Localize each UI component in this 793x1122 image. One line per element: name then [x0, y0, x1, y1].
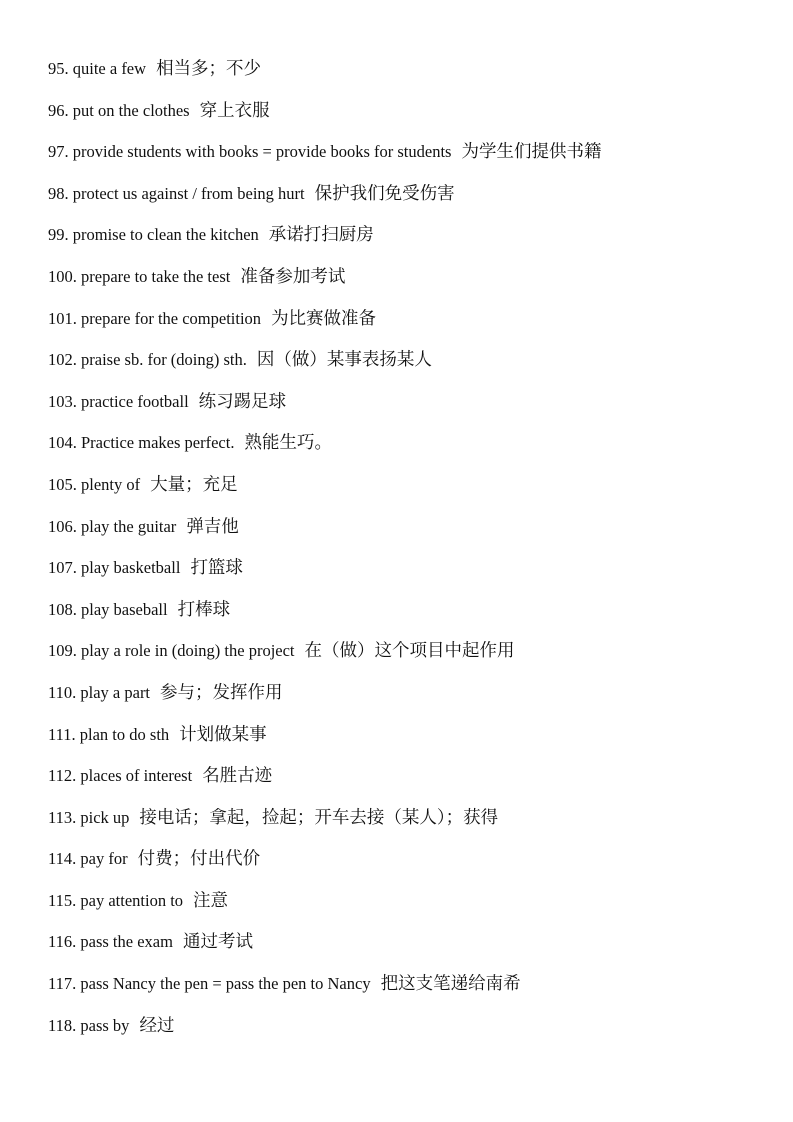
chinese-translation: 大量；充足: [150, 474, 238, 495]
phrase-list: [48, 55, 601, 1053]
english-phrase: 117. pass Nancy the pen = pass the pen to Nancy: [48, 974, 371, 994]
english-phrase: 96. put on the clothes: [48, 100, 190, 120]
english-phrase: 107. play basketball: [48, 558, 181, 578]
list-item: [48, 762, 601, 804]
chinese-translation: 计划做某事: [179, 724, 267, 745]
chinese-translation: 准备参加考试: [240, 266, 346, 287]
english-phrase: 104. Practice makes perfect.: [48, 433, 235, 453]
chinese-translation: 练习踢足球: [198, 391, 287, 412]
chinese-translation: 注意: [193, 890, 229, 911]
english-phrase: 112. places of interest: [48, 766, 193, 786]
english-phrase: 95. quite a few: [48, 59, 147, 78]
list-item: [48, 596, 601, 638]
chinese-translation: 保护我们免受伤害: [314, 183, 455, 204]
list-item: [48, 928, 601, 970]
list-item: [48, 429, 601, 471]
list-item: [48, 346, 601, 388]
list-item: [48, 263, 601, 305]
list-item: [48, 845, 601, 887]
list-item: [48, 221, 601, 263]
english-phrase: 108. play baseball: [48, 599, 168, 619]
list-item: [48, 554, 601, 596]
chinese-translation: 因（做）某事表扬某人: [256, 350, 432, 371]
chinese-translation: 承诺打扫厨房: [268, 225, 374, 246]
chinese-translation: 打篮球: [190, 558, 243, 579]
english-phrase: 103. practice football: [48, 391, 189, 411]
english-phrase: 118. pass by: [48, 1015, 130, 1035]
english-phrase: 114. pay for: [48, 849, 128, 869]
english-phrase: 98. protect us against / from being hurt: [48, 183, 305, 203]
list-item: [48, 471, 601, 513]
list-item: [48, 513, 601, 555]
chinese-translation: 名胜古迹: [202, 766, 273, 787]
list-item: [48, 388, 601, 430]
english-phrase: 106. play the guitar: [48, 516, 177, 536]
chinese-translation: 相当多；不少: [156, 59, 262, 79]
english-phrase: 109. play a role in (doing) the project: [48, 641, 295, 661]
english-phrase: 116. pass the exam: [48, 932, 173, 952]
english-phrase: 99. promise to clean the kitchen: [48, 225, 259, 245]
chinese-translation: 打棒球: [177, 599, 231, 620]
list-item: [48, 55, 601, 97]
chinese-translation: 熟能生巧。: [244, 433, 332, 454]
list-item: [48, 721, 601, 763]
list-item: [48, 679, 601, 721]
chinese-translation: 参与；发挥作用: [160, 682, 283, 703]
chinese-translation: 经过: [139, 1015, 175, 1036]
chinese-translation: 接电话；拿起，捡起；开车去接（某人）；获得: [139, 807, 499, 828]
chinese-translation: 弹吉他: [186, 516, 239, 537]
english-phrase: 111. plan to do sth: [48, 724, 170, 744]
english-phrase: 102. praise sb. for (doing) sth.: [48, 350, 247, 370]
english-phrase: 100. prepare to take the test: [48, 266, 231, 286]
list-item: [48, 97, 601, 139]
list-item: [48, 1012, 601, 1054]
list-item: [48, 887, 601, 929]
list-item: [48, 138, 601, 180]
english-phrase: 110. play a part: [48, 682, 151, 702]
chinese-translation: 为学生们提供书籍: [461, 142, 602, 163]
list-item: [48, 305, 601, 347]
list-item: [48, 637, 601, 679]
chinese-translation: 把这支笔递给南希: [380, 974, 521, 995]
list-item: [48, 180, 601, 222]
english-phrase: 115. pay attention to: [48, 890, 184, 910]
chinese-translation: 在（做）这个项目中起作用: [304, 641, 515, 662]
english-phrase: 105. plenty of: [48, 474, 141, 494]
english-phrase: 97. provide students with books = provide books for students: [48, 142, 452, 162]
chinese-translation: 通过考试: [182, 932, 253, 953]
english-phrase: 101. prepare for the competition: [48, 308, 262, 328]
chinese-translation: 穿上衣服: [199, 100, 270, 121]
english-phrase: 113. pick up: [48, 807, 130, 827]
chinese-translation: 付费；付出代价: [137, 849, 261, 870]
list-item: [48, 804, 601, 846]
list-item: [48, 970, 601, 1012]
chinese-translation: 为比赛做准备: [271, 308, 377, 329]
